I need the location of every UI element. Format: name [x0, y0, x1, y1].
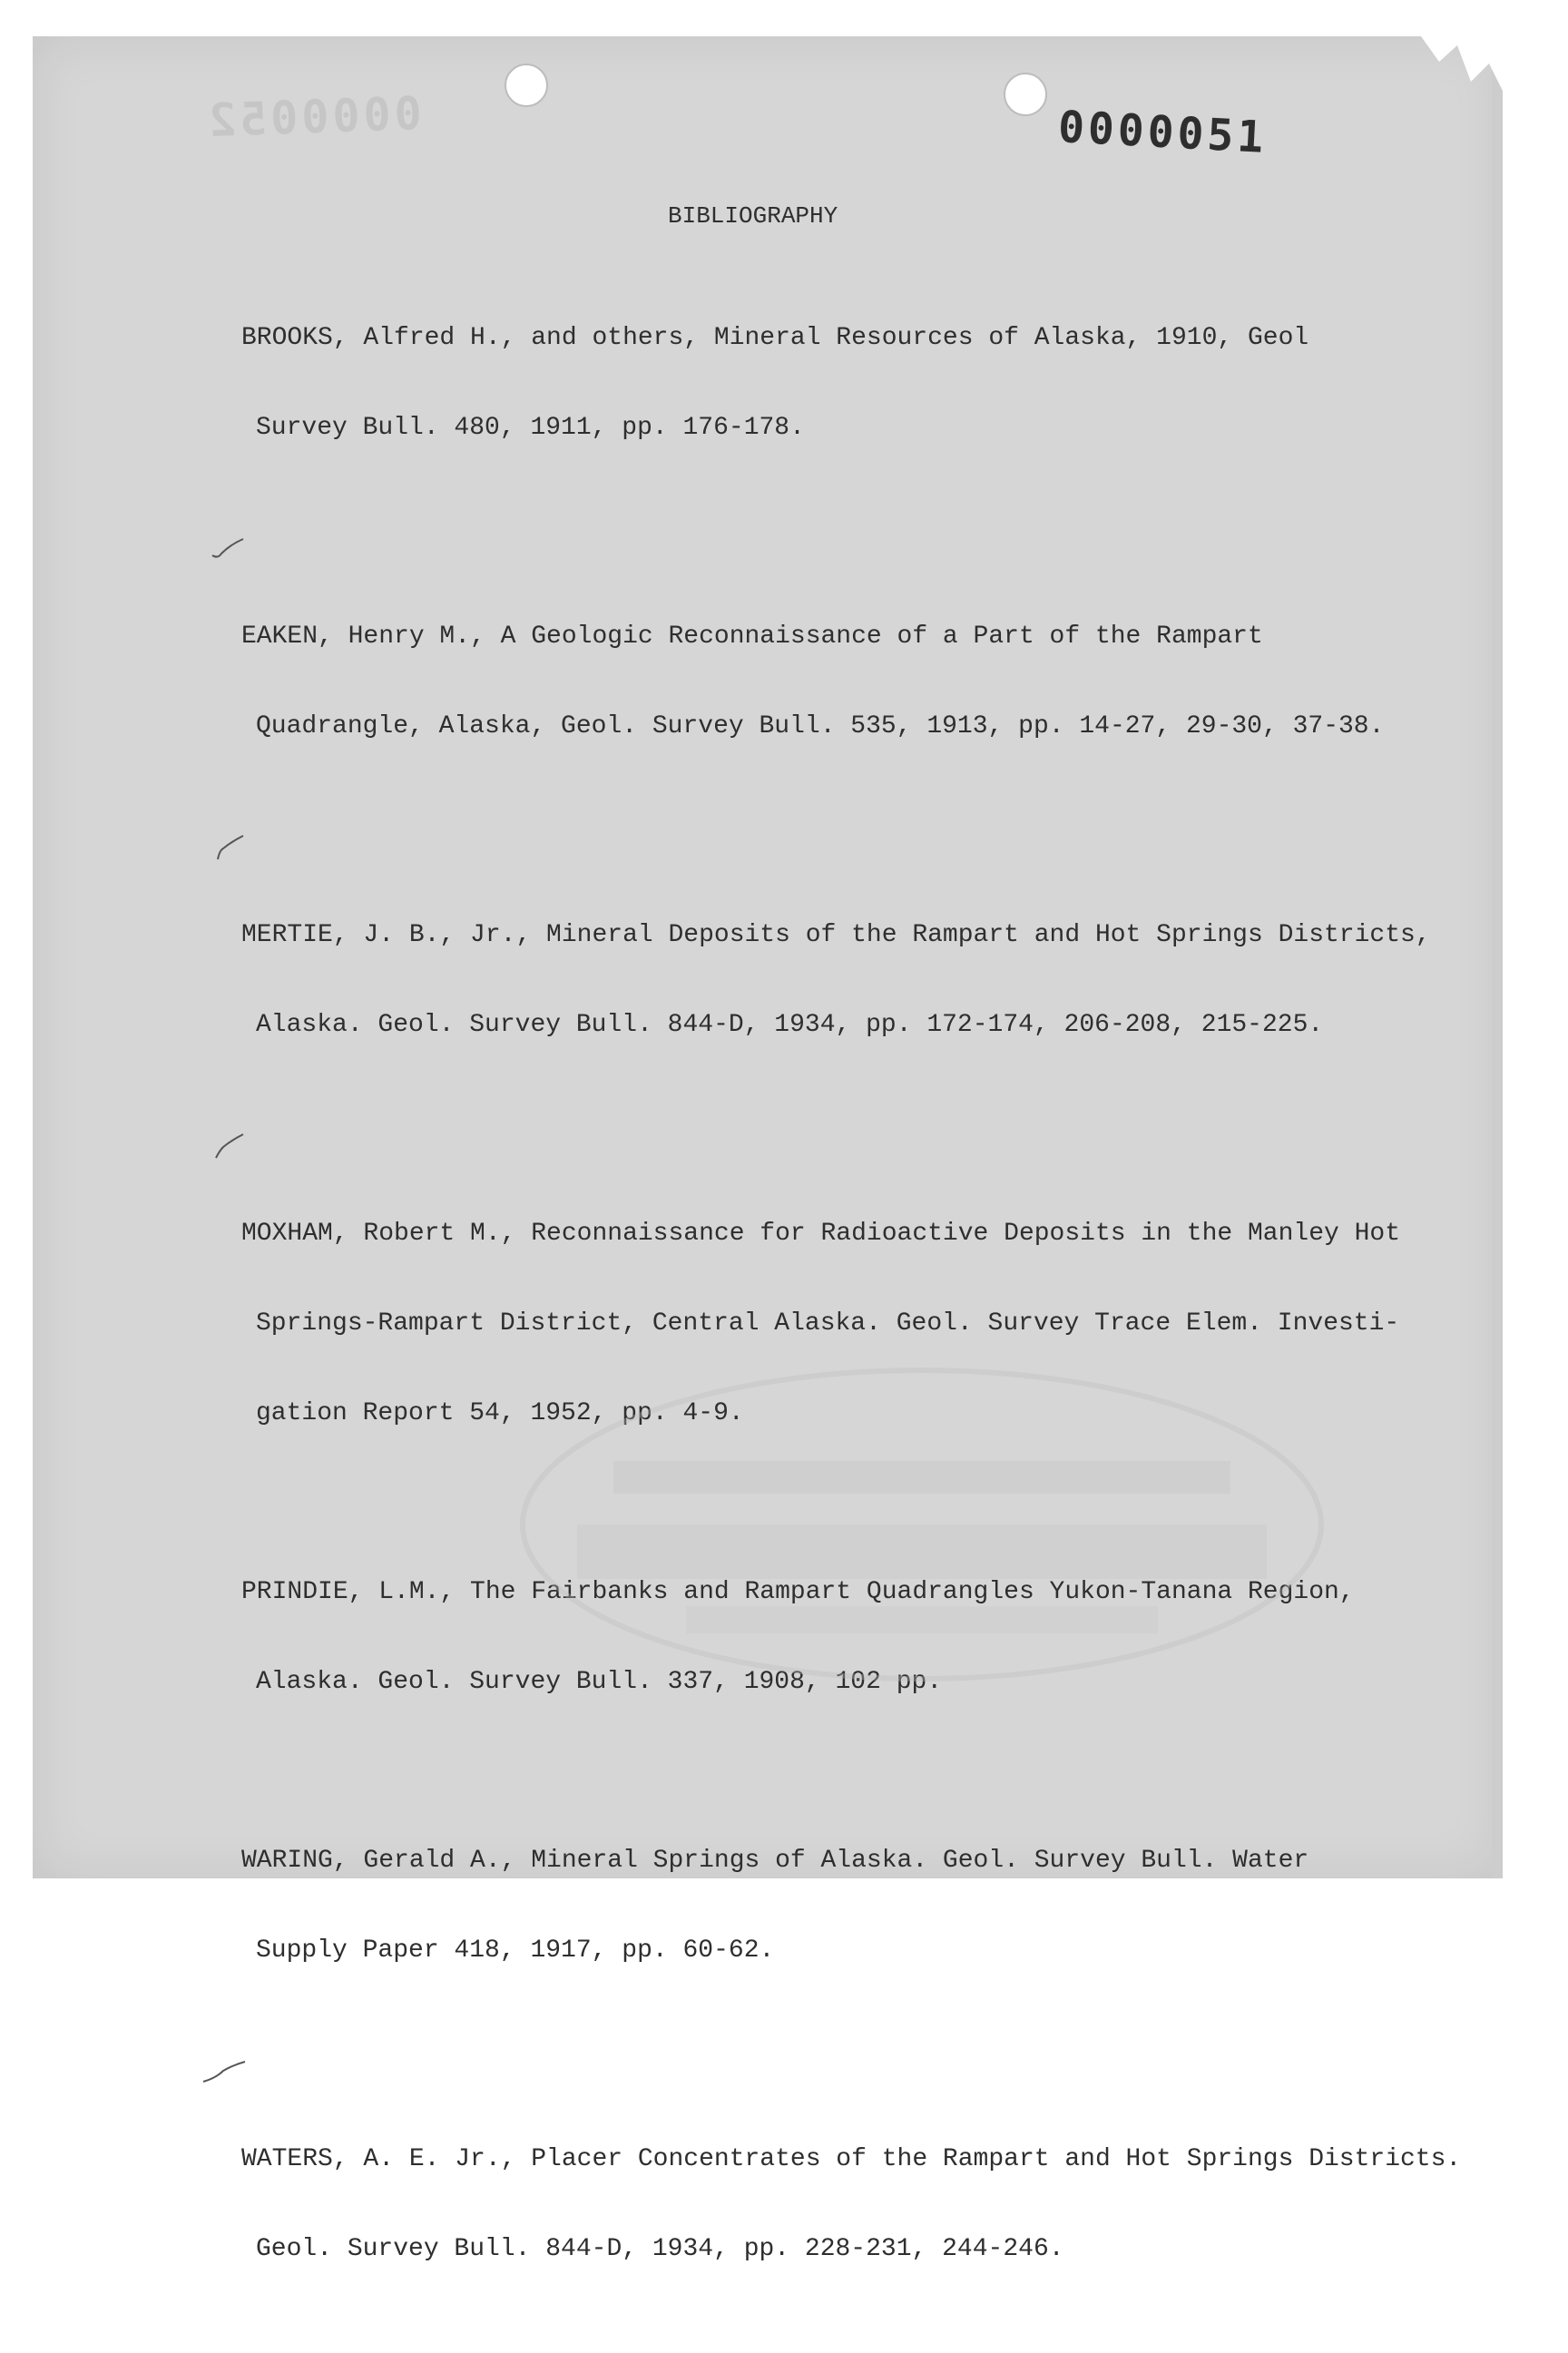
scanned-page: [33, 36, 1503, 2263]
entry-line: WARING, Gerald A., Mineral Springs of Alaska. Geol. Survey Bull. Water: [241, 1847, 1309, 1875]
bibliography-entry: [241, 1786, 1475, 2025]
entry-line: Alaska. Geol. Survey Bull. 844-D, 1934, pp. 172-174, 206-208, 215-225.: [256, 1011, 1324, 1039]
bibliography-list: [241, 263, 1475, 2353]
page-number: 0000051: [1056, 102, 1269, 163]
entry-line: Quadrangle, Alaska, Geol. Survey Bull. 535, 1913, pp. 14-27, 29-30, 37-38.: [256, 712, 1385, 740]
entry-line: MOXHAM, Robert M., Reconnaissance for Radioactive Deposits in the Manley Hot: [241, 1220, 1401, 1248]
entry-line: Survey Bull. 480, 1911, pp. 176-178.: [256, 414, 805, 442]
entry-line: Springs-Rampart District, Central Alaska. Geol. Survey Trace Elem. Investi-: [256, 1309, 1400, 1338]
pencil-check-icon: [209, 834, 245, 861]
torn-corner: [1285, 36, 1521, 145]
entry-line: PRINDIE, L.M., The Fairbanks and Rampart Quadrangles Yukon-Tanana Region,: [241, 1578, 1355, 1606]
bibliography-entry: [241, 263, 1475, 503]
pencil-check-icon: [209, 2058, 245, 2085]
entry-line: EAKEN, Henry M., A Geologic Reconnaissance of a Part of the Rampart: [241, 623, 1263, 651]
entry-line: MERTIE, J. B., Jr., Mineral Deposits of the Rampart and Hot Springs Districts,: [241, 921, 1431, 949]
entry-line: Supply Paper 418, 1917, pp. 60-62.: [256, 1936, 775, 1965]
bibliography-entry: [241, 2054, 1475, 2324]
bleed-through-number: 0000052: [204, 86, 423, 148]
entry-line: BROOKS, Alfred H., and others, Mineral Resources of Alaska, 1910, Geol: [241, 324, 1309, 352]
pencil-check-icon: [209, 1132, 245, 1160]
entry-line: Alaska. Geol. Survey Bull. 337, 1908, 102 pp.: [256, 1668, 943, 1696]
punch-hole-left: [505, 64, 548, 107]
faded-stamp-mark: [505, 1352, 1339, 1697]
entry-line: Geol. Survey Bull. 844-D, 1934, pp. 228-231, 244-246.: [256, 2235, 1064, 2263]
bibliography-entry: [241, 532, 1475, 801]
entry-line: WATERS, A. E. Jr., Placer Concentrates of the Rampart and Hot Springs Districts.: [241, 2145, 1462, 2173]
scan-edge: [1492, 36, 1503, 1878]
page-title: BIBLIOGRAPHY: [668, 202, 838, 230]
bibliography-entry: [241, 830, 1475, 1100]
entry-line: gation Report 54, 1952, pp. 4-9.: [256, 1399, 744, 1427]
punch-hole-right: [1004, 73, 1047, 116]
pencil-check-icon: [209, 535, 245, 563]
